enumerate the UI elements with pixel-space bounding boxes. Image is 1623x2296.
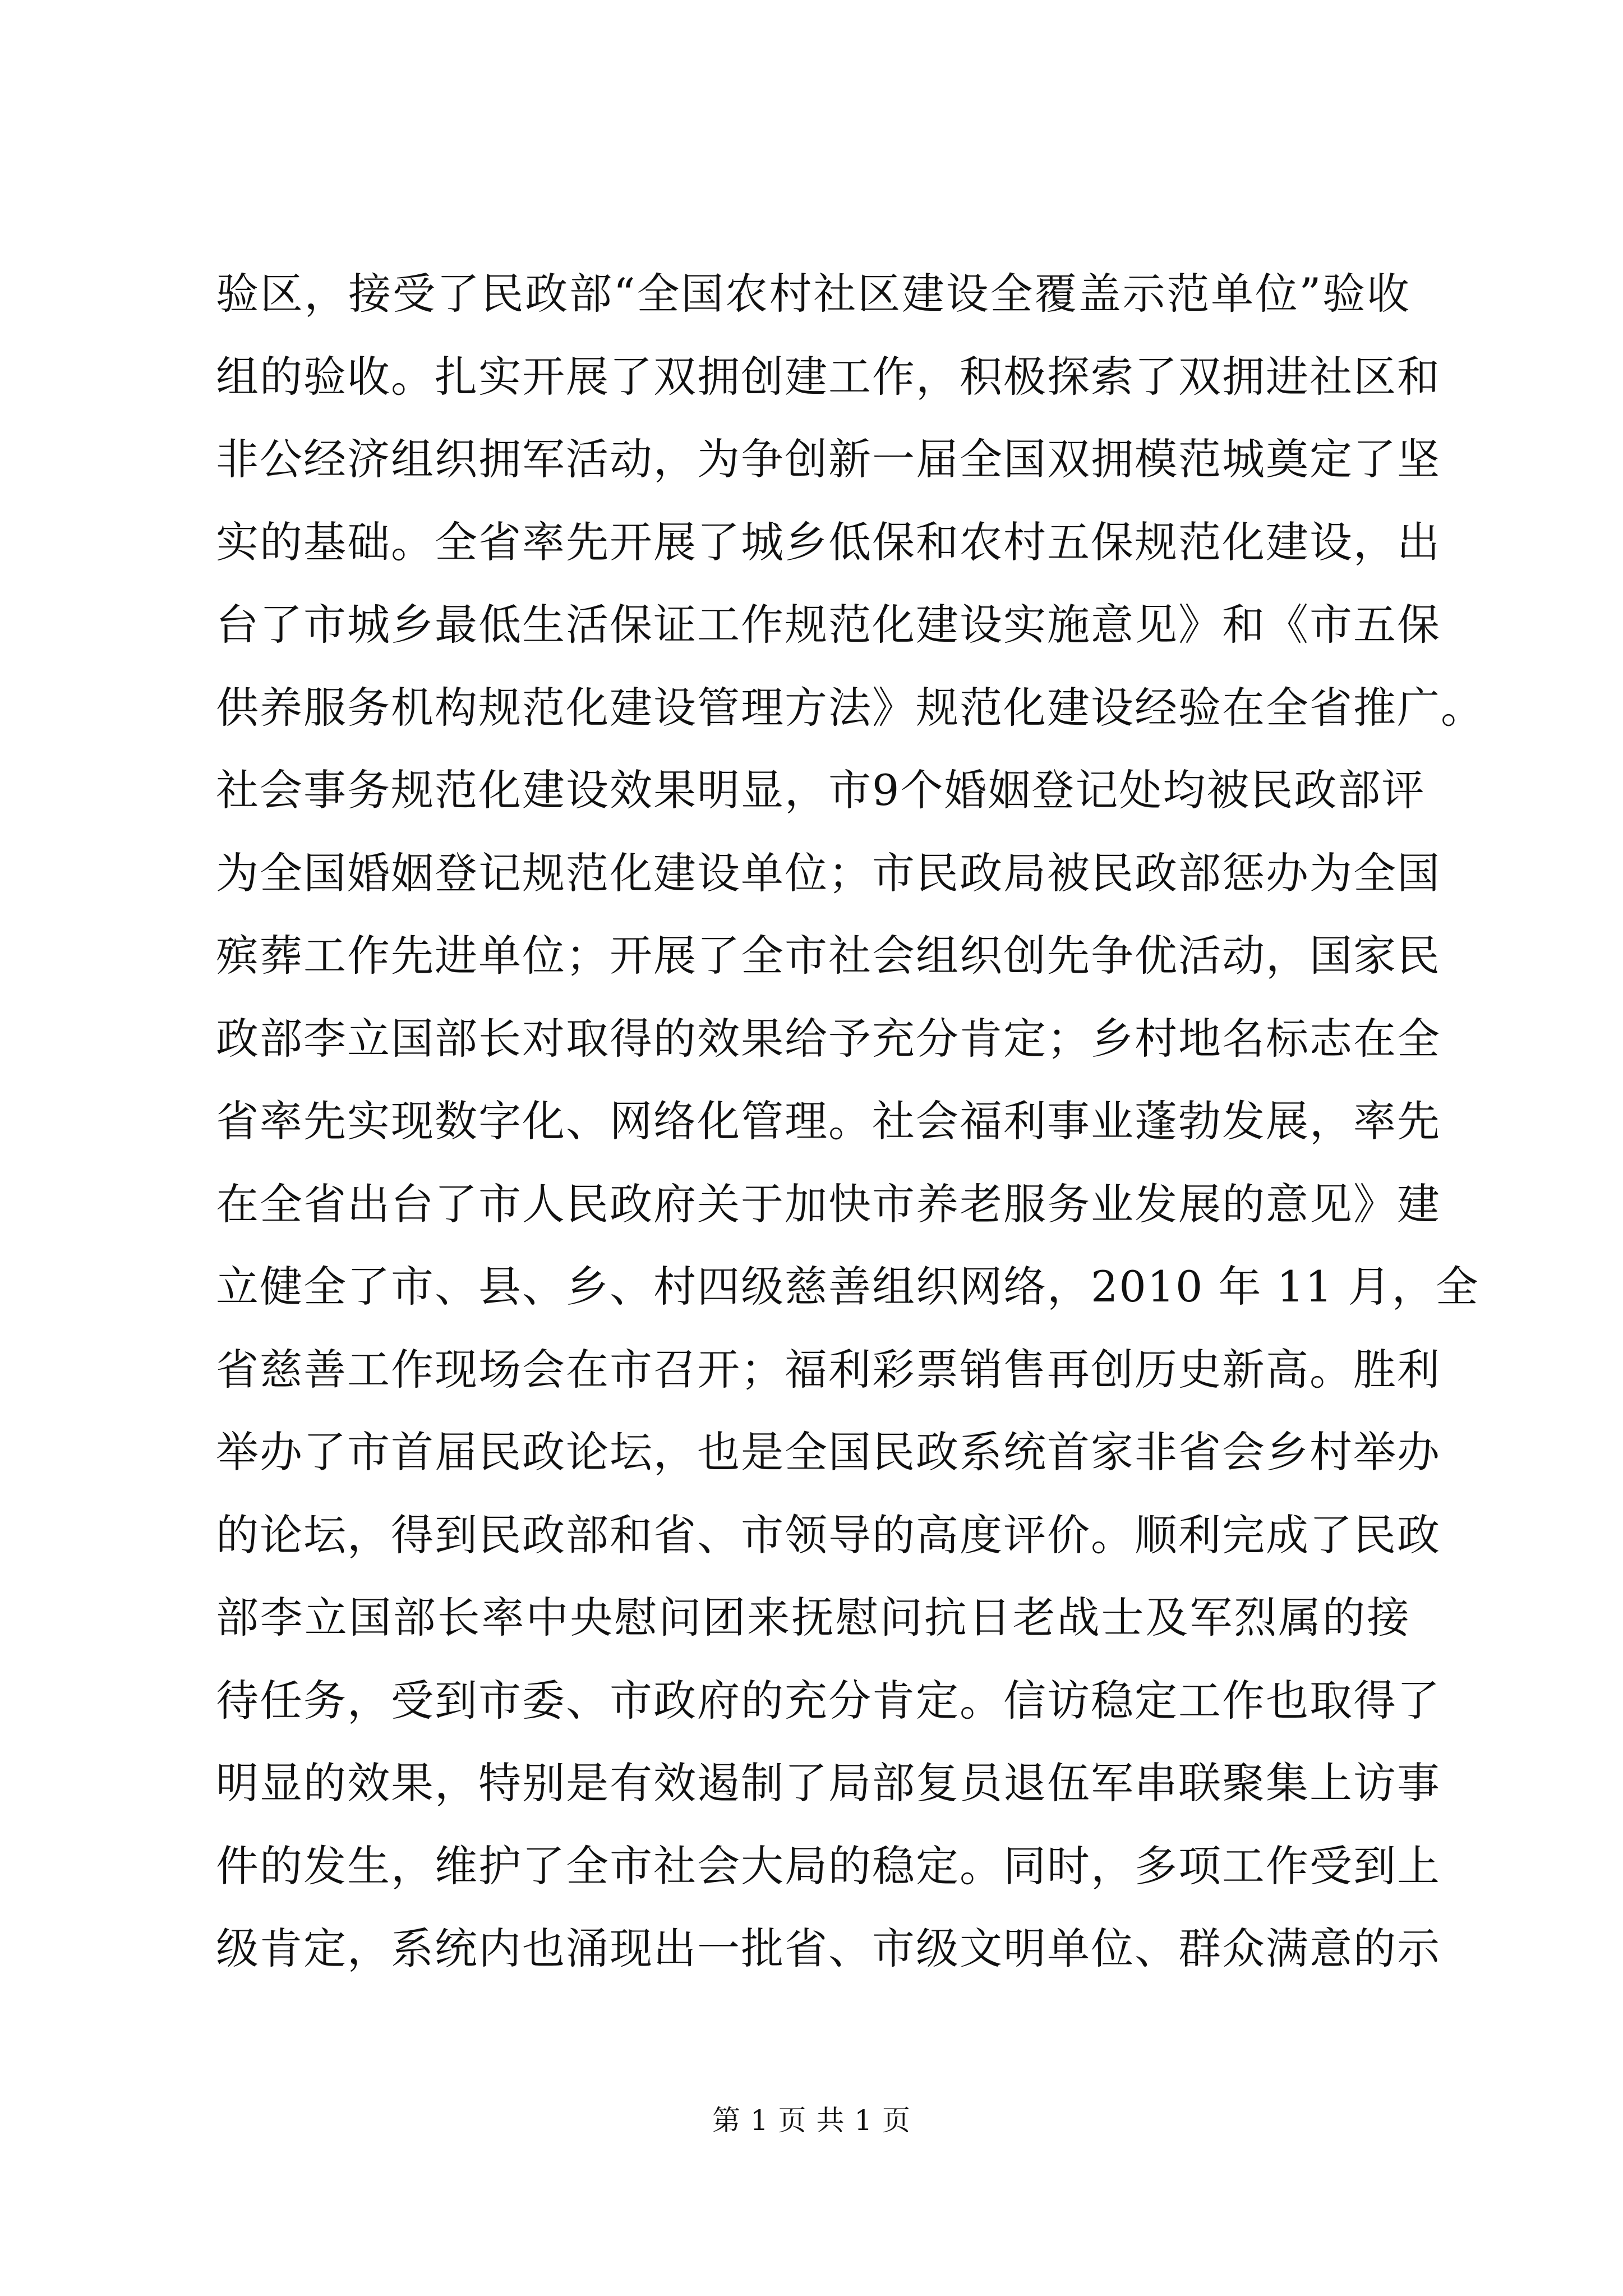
text-line: 台了市城乡最低生活保证工作规范化建设实施意见》和《市五保 [216,600,1441,650]
text-line: 待任务，受到市委、市政府的充分肯定。信访稳定工作也取得了 [216,1675,1441,1726]
text-line: 举办了市首届民政论坛，也是全国民政系统首家非省会乡村举办 [216,1427,1441,1477]
text-line: 省慈善工作现场会在市召开；福利彩票销售再创历史新高。胜利 [216,1344,1441,1395]
text-line: 殡葬工作先进单位；开展了全市社会组织创先争优活动，国家民 [216,931,1441,981]
text-line: 组的验收。扎实开展了双拥创建工作，积极探索了双拥进社区和 [216,351,1441,402]
text-line: 社会事务规范化建设效果明显，市9个婚姻登记处均被民政部评 [216,765,1426,815]
text-line: 部李立国部长率中央慰问团来抚慰问抗日老战士及军烈属的接 [216,1593,1410,1642]
text-line: 政部李立国部长对取得的效果给予充分肯定；乡村地名标志在全 [216,1013,1441,1064]
page-number-label: 第 1 页 共 1 页 [712,2104,911,2137]
text-line: 省率先实现数字化、网络化管理。社会福利事业蓬勃发展，率先 [216,1096,1441,1146]
page-footer [0,2101,1623,2140]
text-line: 在全省出台了市人民政府关于加快市养老服务业发展的意见》建 [216,1179,1441,1229]
text-line: 实的基础。全省率先开展了城乡低保和农村五保规范化建设，出 [216,517,1441,567]
text-line: 立健全了市、县、乡、村四级慈善组织网络，2010 年 11 月，全 [216,1262,1479,1312]
text-line: 非公经济组织拥军活动，为争创新一届全国双拥模范城奠定了坚 [216,434,1441,484]
text-line: 的论坛，得到民政部和省、市领导的高度评价。顺利完成了民政 [216,1510,1441,1560]
text-line: 级肯定，系统内也涌现出一批省、市级文明单位、群众满意的示 [216,1924,1441,1973]
text-line: 件的发生，维护了全市社会大局的稳定。同时，多项工作受到上 [216,1841,1441,1891]
document-body [216,252,1484,1990]
text-line: 为全国婚姻登记规范化建设单位；市民政局被民政部惩办为全国 [216,848,1441,898]
text-line: 供养服务机构规范化建设管理方法》规范化建设经验在全省推广。 [216,682,1484,733]
text-line: 明显的效果，特别是有效遏制了局部复员退伍军串联聚集上访事 [216,1758,1441,1808]
text-line: 验区，接受了民政部“全国农村社区建设全覆盖示范单位”验收 [216,269,1410,319]
